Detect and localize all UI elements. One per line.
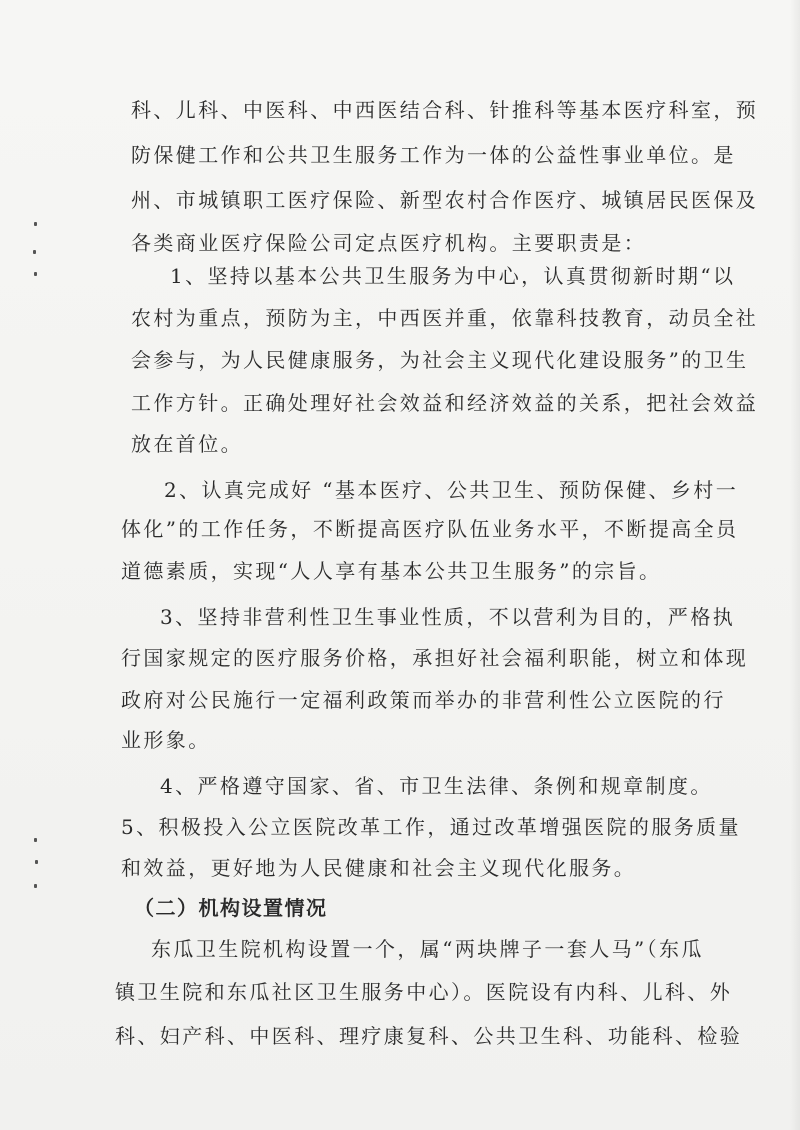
body-text-line: 政府对公民施行一定福利政策而举办的非营利性公立医院的行 — [121, 688, 726, 712]
body-text-line: 4、严格遵守国家、省、市卫生法律、条例和规章制度。 — [160, 774, 713, 798]
body-text-line: 5、积极投入公立医院改革工作，通过改革增强医院的服务质量 — [121, 815, 741, 839]
binding-mark — [34, 884, 37, 888]
body-text-line: 工作方针。正确处理好社会效益和经济效益的关系，把社会效益 — [131, 391, 759, 415]
body-text-line: 和效益，更好地为人民健康和社会主义现代化服务。 — [121, 856, 637, 880]
body-text-line: 会参与，为人民健康服务，为社会主义现代化建设服务”的卫生 — [131, 348, 749, 372]
body-text-line: 2、认真完成好 “基本医疗、公共卫生、预防保健、乡村一 — [164, 478, 739, 502]
body-text-line: 体化”的工作任务，不断提高医疗队伍业务水平，不断提高全员 — [121, 517, 739, 541]
body-text-line: 防保健工作和公共卫生服务工作为一体的公益性事业单位。是 — [131, 143, 736, 167]
binding-mark — [34, 838, 37, 842]
binding-mark — [33, 250, 36, 254]
body-text-line: 业形象。 — [121, 728, 211, 752]
body-text-line: 州、市城镇职工医疗保险、新型农村合作医疗、城镇居民医保及 — [131, 188, 759, 212]
body-text-line: 1、坚持以基本公共卫生服务为中心，认真贯彻新时期“以 — [170, 264, 736, 288]
body-text-line: 行国家规定的医疗服务价格，承担好社会福利职能，树立和体现 — [121, 646, 749, 670]
body-text-line: 东瓜卫生院机构设置一个，属“两块牌子一套人马”（东瓜 — [151, 937, 704, 961]
body-text-line: 放在首位。 — [131, 432, 243, 456]
binding-mark — [34, 222, 37, 226]
body-text-line: 科、妇产科、中医科、理疗康复科、公共卫生科、功能科、检验 — [115, 1024, 743, 1048]
body-text-line: 农村为重点，预防为主，中西医并重，依靠科技教育，动员全社 — [131, 306, 759, 330]
body-text-line: 各类商业医疗保险公司定点医疗机构。主要职责是： — [131, 231, 647, 255]
body-text-line: 3、坚持非营利性卫生事业性质，不以营利为目的，严格执 — [160, 605, 736, 629]
section-heading: （二）机构设置情况 — [134, 896, 328, 920]
binding-mark — [35, 860, 38, 864]
body-text-line: 镇卫生院和东瓜社区卫生服务中心）。医院设有内科、儿科、外 — [115, 980, 733, 1004]
body-text-line: 科、儿科、中医科、中西医结合科、针推科等基本医疗科室，预 — [131, 98, 759, 122]
body-text-line: 道德素质，实现“人人享有基本公共卫生服务”的宗旨。 — [121, 559, 662, 583]
page-edge-shadow — [790, 0, 800, 1130]
binding-mark — [34, 272, 37, 276]
